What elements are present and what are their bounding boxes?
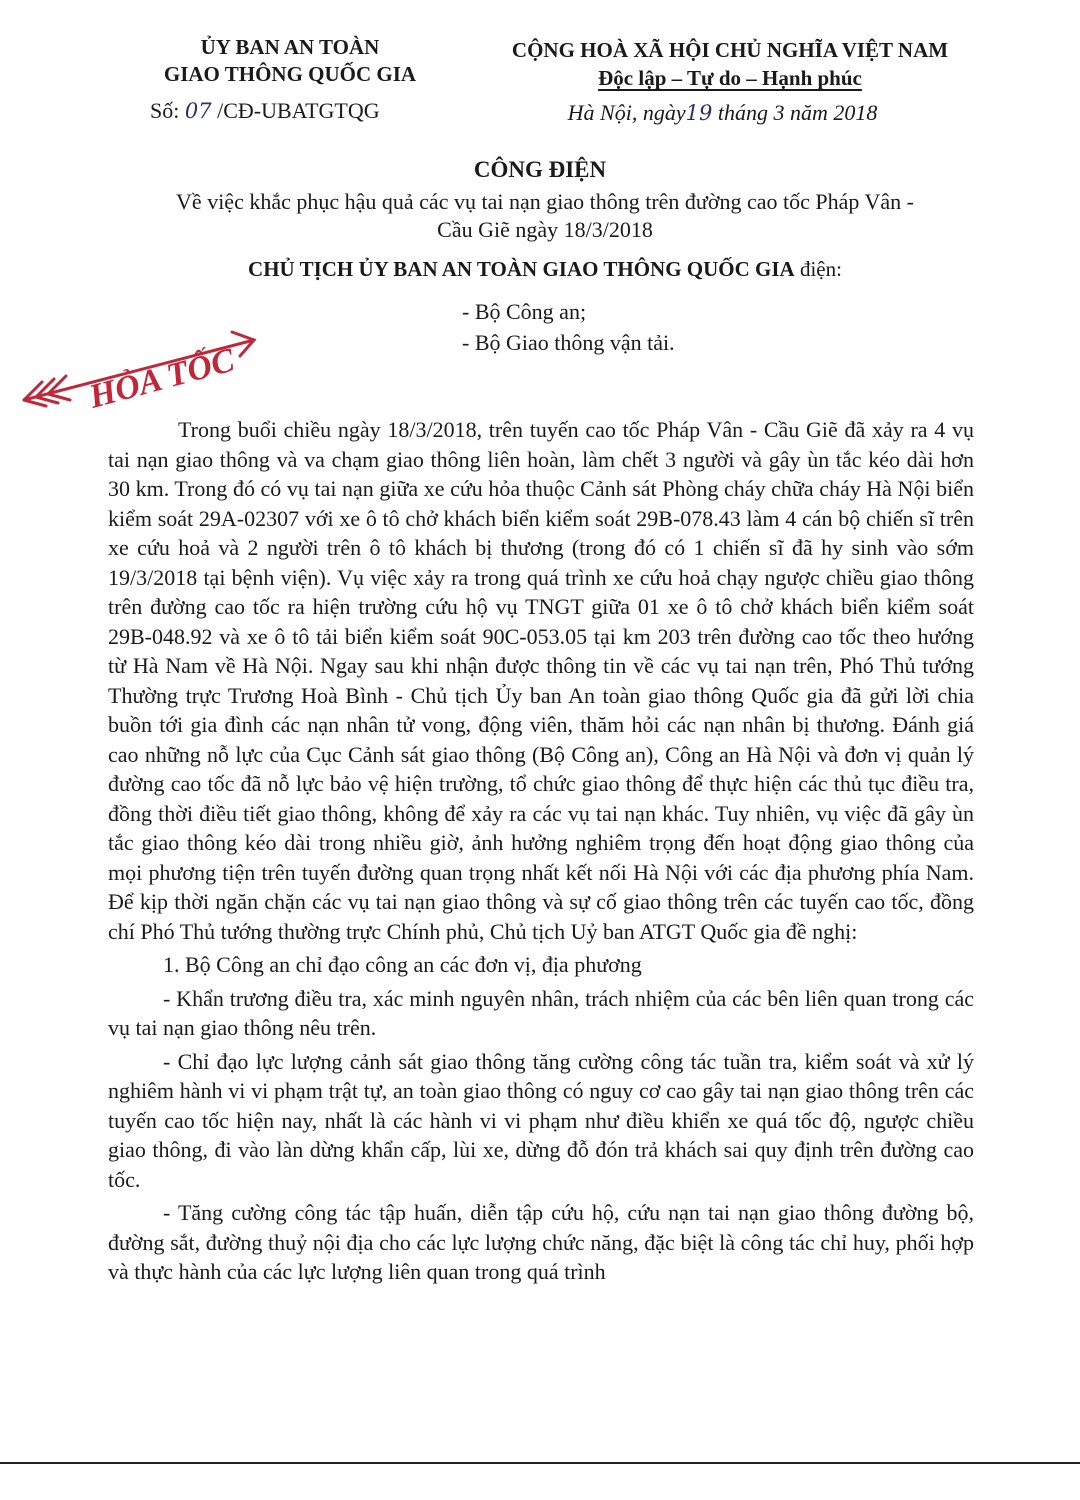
number-handwritten: 07 xyxy=(184,99,212,123)
date-suffix: tháng 3 năm 2018 xyxy=(717,100,878,125)
agency-line-1: ỦY BAN AN TOÀN xyxy=(200,35,380,59)
sender-suffix: điện: xyxy=(794,257,842,281)
body-item: 1. Bộ Công an chỉ đạo công an các đơn vị, địa phương xyxy=(163,952,642,977)
document-subject xyxy=(100,188,990,244)
nation-name: CỘNG HOÀ XÃ HỘI CHỦ NGHĨA VIỆT NAM xyxy=(511,38,949,62)
date-handwritten: 19 xyxy=(685,101,713,125)
issuing-agency xyxy=(130,34,450,88)
place-and-date xyxy=(470,100,975,126)
agency-line-2: GIAO THÔNG QUỐC GIA xyxy=(163,62,417,86)
body-paragraph: Trong buổi chiều ngày 18/3/2018, trên tuyến cao tốc Pháp Vân - Cầu Giẽ đã xảy ra 4 vụ tai nạn giao thông và va chạm giao thông liên hoàn, làm chết 3 người và gây ùn tắc kéo dài hơn 30 km. Trong đó có vụ tai nạn giữa xe cứu hỏa thuộc Cảnh sát Phòng cháy chữa cháy Hà Nội biển kiểm soát 29A-02307 với xe ô tô chở khách biển kiểm soát 29B-078.43 làm 4 cán bộ chiến sĩ trên xe cứu hoả và 2 người trên ô tô khách bị thương (trong đó có 1 chiến sĩ đã hy sinh vào sớm 19/3/2018 tại bệnh viện). Vụ việc xảy ra trong quá trình xe cứu hoả chạy ngược chiều giao thông trên đường cao tốc ra hiện trường cứu hộ vụ TNGT giữa 01 xe ô tô chở khách biển kiểm soát 29B-048.92 và xe ô tô tải biển kiểm soát 90C-053.05 tại km 203 trên đường cao tốc theo hướng từ Hà Nam về Hà Nội. Ngay sau khi nhận được thông tin về các vụ tai nạn trên, Phó Thủ tướng Thường trực Trương Hoà Bình - Chủ tịch Ủy ban An toàn giao thông Quốc gia đã gửi lời chia buồn tới gia đình các nạn nhân tử vong, động viên, thăm hỏi các nạn nhân bị thương. Đánh giá cao những nỗ lực của Cục Cảnh sát giao thông (Bộ Công an), Công an Hà Nội và đơn vị quản lý đường cao tốc đã nỗ lực bảo vệ hiện trường, tổ chức giao thông để thực hiện các thủ tục điều tra, đồng thời điều tiết giao thông, không để xảy ra các vụ tai nạn khác. Tuy nhiên, vụ việc đã gây ùn tắc giao thông kéo dài trong nhiều giờ, ảnh hưởng nghiêm trọng đến hoạt động giao thông của mọi phương tiện trên tuyến đường quan trọng nhất kết nối Hà Nội với các địa phương phía Nam. Để kịp thời ngăn chặn các vụ tai nạn giao thông và sự cố giao thông trên các tuyến cao tốc, đồng chí Phó Thủ tướng thường trực Chính phủ, Chủ tịch Uỷ ban ATGT Quốc gia đề nghị: xyxy=(108,417,974,944)
body-bullet: - Khẩn trương điều tra, xác minh nguyên nhân, trách nhiệm của các bên liên quan trong các vụ tai nạn giao thông nêu trên. xyxy=(108,985,974,1040)
document-body xyxy=(108,415,974,1287)
date-prefix: Hà Nội, ngày xyxy=(567,100,686,125)
subject-line-2: Cầu Giẽ ngày 18/3/2018 xyxy=(437,217,653,242)
stamp-text: HỎA TỐC xyxy=(85,341,239,416)
urgent-stamp xyxy=(18,318,268,428)
recipient-item: - Bộ Giao thông vận tải. xyxy=(462,330,675,355)
document-number xyxy=(150,98,380,124)
number-prefix: Số: xyxy=(150,98,180,123)
body-bullet: - Tăng cường công tác tập huấn, diễn tập cứu hộ, cứu nạn tai nạn giao thông đường bộ, đường sắt, đường thuỷ nội địa cho các lực lượng chức năng, đặc biệt là công tác chỉ huy, phối hợp và thực hành của các lực lượng liên quan trong quá trình xyxy=(108,1200,974,1284)
recipient-list xyxy=(462,296,675,358)
national-heading xyxy=(470,36,990,92)
subject-line-1: Về việc khắc phục hậu quả các vụ tai nạn giao thông trên đường cao tốc Pháp Vân - xyxy=(176,189,914,214)
sender-title: CHỦ TỊCH ỦY BAN AN TOÀN GIAO THÔNG QUỐC GIA xyxy=(248,257,795,281)
number-suffix: /CĐ-UBATGTQG xyxy=(217,98,380,123)
recipient-item: - Bộ Công an; xyxy=(462,299,587,324)
page-bottom-edge xyxy=(0,1462,1080,1464)
document-type: CÔNG ĐIỆN xyxy=(473,157,607,182)
national-motto: Độc lập – Tự do – Hạnh phúc xyxy=(598,66,862,90)
sender-line xyxy=(100,257,990,282)
body-bullet: - Chỉ đạo lực lượng cảnh sát giao thông tăng cường công tác tuần tra, kiểm soát và xử lý nghiêm hành vi vi phạm trật tự, an toàn giao thông có nguy cơ cao gây tai nạn giao thông trên các tuyến cao tốc hiện nay, nhất là các hành vi vi phạm như điều khiển xe quá tốc độ, ngược chiều giao thông, đi vào làn dừng khẩn cấp, lùi xe, dừng đỗ đón trả khách sai quy định trên đường cao tốc. xyxy=(108,1048,974,1192)
